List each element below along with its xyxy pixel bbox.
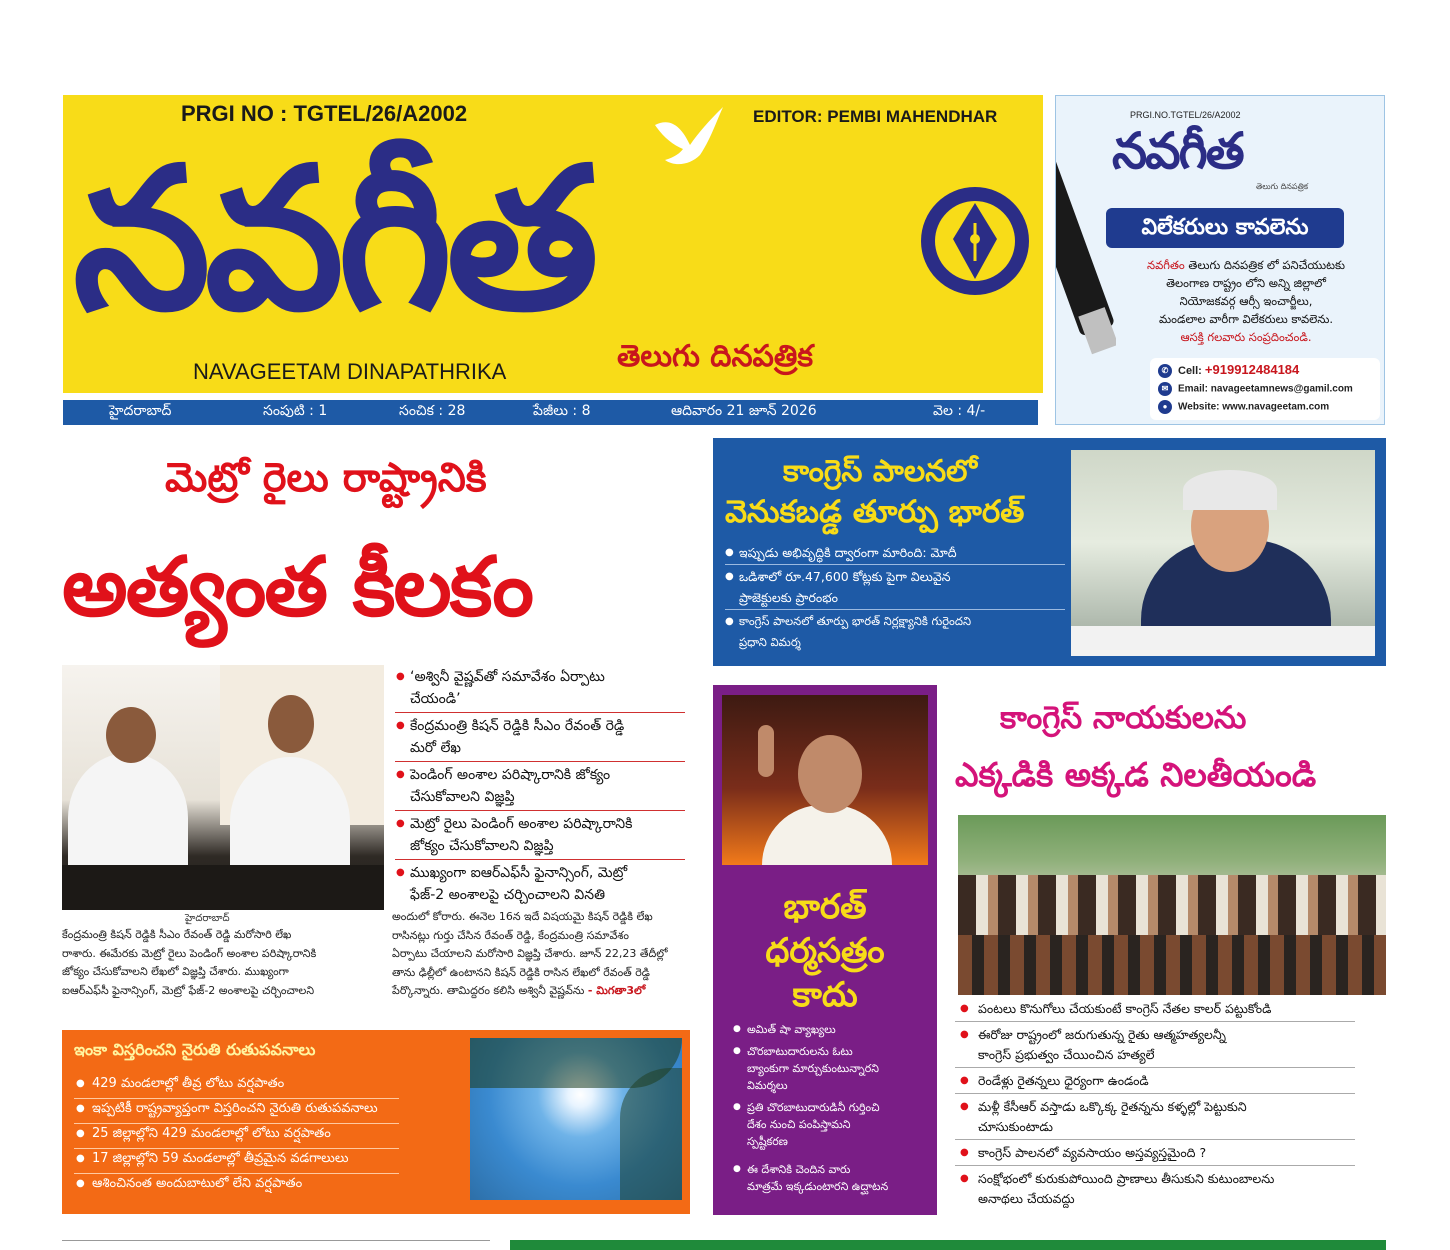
dharmasatram-title (713, 885, 937, 1017)
metro-body-right (392, 908, 692, 1001)
body-line: పేర్కొన్నారు. తామిద్దరం కలిసి అశ్వినీ వైష్ణవ్‌ను (392, 984, 585, 997)
bottom-green-band (510, 1240, 1386, 1250)
body-line: ఏర్పాటు చేయాలని మరోసారి విజ్ఞప్తి చేశారు. జూన్ 22,23 తేదీల్లో (392, 947, 668, 960)
ad-logo: నవగీత (1112, 122, 1243, 180)
east-india-box (713, 438, 1386, 666)
bullet-line: ● ప్రతి చొరబాటుదారుడినీ గుర్తించి (747, 1101, 880, 1114)
photo-crowd (958, 875, 1386, 935)
title-line: ధర్మసత్రం (765, 931, 885, 971)
dharmasatram-bullet (747, 1161, 927, 1195)
divider (395, 712, 685, 713)
divider (74, 1148, 399, 1149)
bullet-line: బ్యాంకుగా మార్చుకుంటున్నారని (747, 1062, 879, 1075)
ad-cell (1158, 362, 1299, 378)
email-icon: ✉ (1158, 382, 1172, 396)
metro-body-left (62, 926, 382, 1000)
bullet-line: కాంగ్రెస్ ప్రభుత్వం చేయించిన హత్యలే (978, 1047, 1155, 1062)
monsoon-bullet: ● 25 జిల్లాల్లోని 429 మండలాల్లో లోటు వర్షపాతం (92, 1126, 331, 1144)
lead-headline-line-1: మెట్రో రైలు రాష్ట్రానికి (165, 455, 487, 501)
lead-headline-line-2: అత్యంత కీలకం (62, 540, 532, 635)
bullet-line: జోక్యం చేసుకోవాలని విజ్ఞప్తి (410, 838, 554, 854)
english-name: NAVAGEETAM DINAPATHRIKA (193, 359, 507, 384)
dove-icon (645, 105, 725, 175)
monsoon-bullet: ● 17 జిల్లాల్లోని 59 మండలాల్లో తీవ్రమైన వడగాలులు (92, 1151, 349, 1169)
bullet-line: ● మెట్రో రైలు పెండింగ్ అంశాల పరిష్కారానికి (410, 816, 633, 832)
email-text: Email: navageetamnews@gamil.com (1178, 383, 1353, 395)
east-bullet (739, 566, 951, 608)
bullet-line: అనాథలు చేయవద్దు (978, 1191, 1075, 1206)
bullet-line: స్పష్టీకరణ (747, 1135, 788, 1148)
bullet-line: ఫేజ్-2 అంశాలపై చర్చించాలని వినతి (410, 887, 606, 903)
bullet-line: ● చొరబాటుదారులను ఓటు (747, 1045, 853, 1058)
amit-shah-photo (722, 695, 928, 865)
metro-bullet (410, 715, 624, 759)
rally-photo (958, 815, 1386, 995)
bullet-line: ● పెండింగ్ అంశాల పరిష్కారానికి జోక్యం (410, 767, 611, 783)
ad-body-line: ఆసక్తి గలవారు సంప్రదించండి. (1180, 330, 1312, 344)
bullet-line: చేసుకోవాలని విజ్ఞప్తి (410, 789, 515, 805)
bullet-line: ప్రాజెక్టులకు ప్రారంభం (739, 590, 838, 605)
edition-volume: సంపుటి : 1 (263, 403, 328, 419)
edition-info-bar (63, 400, 1038, 425)
cell-label: Cell: (1178, 365, 1205, 377)
bullet-line: మరో లేఖ (410, 740, 462, 756)
ad-body-line: తెలుగు దినపత్రిక లో పనిచేయుటకు (1184, 258, 1345, 272)
photo-caption: హైదరాబాద్ (185, 913, 230, 924)
divider (955, 1139, 1355, 1140)
metro-meeting-photo (62, 665, 384, 910)
ad-body-line: మండలాల వారీగా విలేకరులు కావలెను. (1158, 312, 1334, 326)
body-line: తాను ఢిల్లీలో ఉంటానని కిషన్ రెడ్డికి రాసిన లేఖలో రేవంత్ రెడ్డి (392, 965, 650, 979)
ad-body (1116, 256, 1376, 346)
bullet-line: ● కాంగ్రెస్ పాలనలో తూర్పు భారత్ నిర్లక్ష్యానికి గురైందని (739, 614, 972, 628)
divider (395, 859, 685, 860)
divider (955, 1165, 1355, 1166)
photo-head (798, 735, 862, 813)
east-bullet (739, 611, 971, 653)
bullet-line: విమర్శలు (747, 1079, 788, 1092)
ad-body-brand: నవగీతం (1147, 258, 1185, 272)
bullet-line: ● సంక్షోభంలో కురుకుపోయింది ప్రాణాలు తీసుకుని కుటుంబాలను (978, 1171, 1275, 1186)
leaders-bullet (978, 1071, 1149, 1091)
dharmasatram-bullet (747, 1021, 927, 1038)
monsoon-title: ఇంకా విస్తరించని నైరుతి రుతుపవనాలు (74, 1040, 316, 1059)
modi-photo (1071, 450, 1375, 656)
metro-bullet (410, 666, 605, 710)
monsoon-box (62, 1030, 690, 1214)
leaders-bullet (978, 1143, 1206, 1163)
divider (74, 1098, 399, 1099)
metro-bullet (410, 813, 632, 857)
body-line: ఐఆర్ఎఫ్‌సీ ఫైనాన్సింగ్, మెట్రో ఫేజ్-2 అంశాలపై చర్చించాలని (62, 983, 315, 997)
east-title-line-1: కాంగ్రెస్ పాలనలో (783, 454, 978, 489)
photo-head-right (268, 695, 314, 753)
ad-body-line: నియోజకవర్గ ఆర్సీ ఇంచార్జీలు, (1179, 294, 1313, 308)
divider (725, 609, 1065, 610)
editor-name: EDITOR: PEMBI MAHENDHAR (753, 107, 998, 126)
body-line: రాసినట్లు గుర్తు చేసిన రేవంత్ రెడ్డి, కేంద్రమంత్రి సమావేశం (392, 928, 629, 942)
bullet-line: ● పంటలు కొనుగోలు చేయకుంటే కాంగ్రెస్ నేతల కాలర్ పట్టుకోండి (978, 1001, 1272, 1016)
bullet-line: ● మళ్లీ కేసీఆర్ వస్తాడు ఒక్కొక్క రైతన్నను కళ్ళల్లో పెట్టుకుని (978, 1099, 1247, 1114)
leaders-bullet (978, 1025, 1226, 1065)
bullet-line: మాత్రమే ఇక్కడుంటారని ఉద్ఘాటన (747, 1180, 889, 1193)
bullet-line: దేశం నుంచి పంపిస్తామని (747, 1118, 851, 1131)
photo-kurta (762, 805, 892, 865)
newspaper-logo: నవగీత (73, 126, 593, 354)
telugu-tagline: తెలుగు దినపత్రిక (617, 339, 813, 374)
ad-prgi: PRGI.NO.TGTEL/26/A2002 (1130, 110, 1241, 120)
divider (725, 564, 1065, 565)
title-line: కాదు (792, 975, 858, 1015)
ad-contacts (1150, 358, 1380, 420)
divider (955, 1067, 1355, 1068)
dharmasatram-bullet (747, 1099, 927, 1150)
monsoon-bullet: ● ఆశించినంత అందుబాటులో లేని వర్షపాతం (92, 1176, 302, 1194)
divider (395, 761, 685, 762)
divider (955, 1093, 1355, 1094)
sky-photo (470, 1038, 682, 1200)
body-line: అందులో కోరారు. ఈనెల 16న ఇదే విషయమై కిషన్ రెడ్డికి లేఖ (392, 910, 653, 923)
globe-icon: ● (1158, 400, 1172, 414)
photo-person-left (68, 753, 188, 883)
photo-hair (1183, 470, 1277, 510)
dharmasatram-box (713, 685, 937, 1215)
edition-pages: పేజీలు : 8 (533, 403, 591, 419)
ad-website (1158, 400, 1329, 414)
bullet-line: ● ముఖ్యంగా ఐఆర్ఎఫ్‌సీ ఫైనాన్సింగ్, మెట్రో (410, 865, 628, 881)
bullet-line: ప్రధాని విమర్శ (739, 635, 801, 649)
photo-hands (958, 935, 1386, 995)
east-bullet (739, 542, 957, 563)
photo-head-left (106, 707, 156, 763)
photo-hand (758, 725, 774, 777)
edition-price: వెల : 4/- (933, 403, 986, 419)
bullet-line: చేయండి’ (410, 691, 461, 707)
prgi-number: PRGI NO : TGTEL/26/A2002 (181, 101, 468, 126)
pen-nib-icon (915, 181, 1035, 301)
photo-leaves (620, 1068, 682, 1200)
leaders-bullet (978, 999, 1271, 1019)
metro-bullet (410, 764, 610, 808)
bullet-line: ● అమిత్ షా వ్యాఖ్యలు (747, 1023, 836, 1036)
photo-nameplate (1071, 626, 1375, 656)
ad-email (1158, 382, 1353, 396)
photo-desk (62, 865, 384, 910)
monsoon-bullet: ● 429 మండలాల్లో తీవ్ర లోటు వర్షపాతం (92, 1076, 284, 1094)
divider (955, 1021, 1355, 1022)
bullet-line: ● ఇప్పుడు అభివృద్ధికి ద్వారంగా మారింది: మోదీ (739, 545, 957, 560)
leaders-headline-line-2: ఎక్కడికి అక్కడ నిలతీయండి (955, 755, 1317, 794)
website-text: Website: www.navageetam.com (1178, 401, 1330, 413)
recruitment-ad (1055, 95, 1385, 425)
fountain-pen-icon (1055, 136, 1116, 425)
bullet-line: ● ‘అశ్వినీ వైష్ణవ్‌తో సమావేశం ఏర్పాటు (410, 669, 605, 685)
continued-marker: - మిగతా3లో (587, 984, 646, 997)
divider (74, 1173, 399, 1174)
metro-bullet (410, 862, 627, 906)
bullet-line: ● ఈ దేశానికి చెందిన వారు (747, 1163, 851, 1176)
east-title-line-2: వెనుకబడ్డ తూర్పు భారత్ (725, 494, 1025, 530)
bullet-line: ● ఒడిశాలో రూ.47,600 కోట్లకు పైగా విలువైన (739, 569, 951, 584)
cell-number: +919912484184 (1204, 362, 1300, 377)
phone-icon: ✆ (1158, 364, 1172, 378)
edition-issue: సంచిక : 28 (399, 403, 466, 419)
bullet-line: చూసుకుంటాడు (978, 1119, 1053, 1134)
divider (74, 1123, 399, 1124)
bullet-line: ● కేంద్రమంత్రి కిషన్ రెడ్డికి సీఎం రేవంత్ రెడ్డి (410, 718, 625, 734)
title-line: భారత్ (783, 887, 867, 927)
bullet-line: ● కాంగ్రెస్ పాలనలో వ్యవసాయం అస్తవ్యస్తమైంది ? (978, 1145, 1207, 1160)
ad-body-line: తెలంగాణ రాష్ట్రం లోని అన్ని జిల్లాలో (1166, 276, 1326, 290)
edition-city: హైదరాబాద్ (109, 403, 172, 419)
dharmasatram-bullet (747, 1043, 927, 1094)
bullet-line: ● రెండేళ్లు రైతన్నలు ధైర్యంగా ఉండండి (978, 1073, 1149, 1088)
edition-date: ఆదివారం 21 జూన్ 2026 (671, 403, 817, 419)
monsoon-bullet: ● ఇప్పటికీ రాష్ట్రవ్యాప్తంగా విస్తరించని నైరుతి రుతుపవనాలు (92, 1101, 378, 1119)
bullet-line: ● ఈరోజు రాష్ట్రంలో జరుగుతున్న రైతు ఆత్మహత్యలన్నీ (978, 1027, 1226, 1042)
bottom-rule (62, 1240, 490, 1250)
masthead (63, 95, 1043, 393)
leaders-bullet (978, 1097, 1247, 1137)
ad-banner: విలేకరులు కావలెను (1106, 208, 1344, 248)
body-line: కేంద్రమంత్రి కిషన్ రెడ్డికి సీఎం రేవంత్ రెడ్డి మరోసారి లేఖ (62, 928, 292, 941)
divider (395, 810, 685, 811)
body-line: జోక్యం చేసుకోవాలని లేఖలో విజ్ఞప్తి చేశారు. ముఖ్యంగా (62, 965, 289, 978)
leaders-headline-line-1: కాంగ్రెస్ నాయకులను (1000, 700, 1247, 736)
ad-logo-tagline: తెలుగు దినపత్రిక (1256, 182, 1309, 191)
leaders-bullet (978, 1169, 1274, 1209)
body-line: రాశారు. ఈమేరకు మెట్రో రైలు పెండింగ్ అంశాల పరిష్కారానికి (62, 946, 317, 960)
